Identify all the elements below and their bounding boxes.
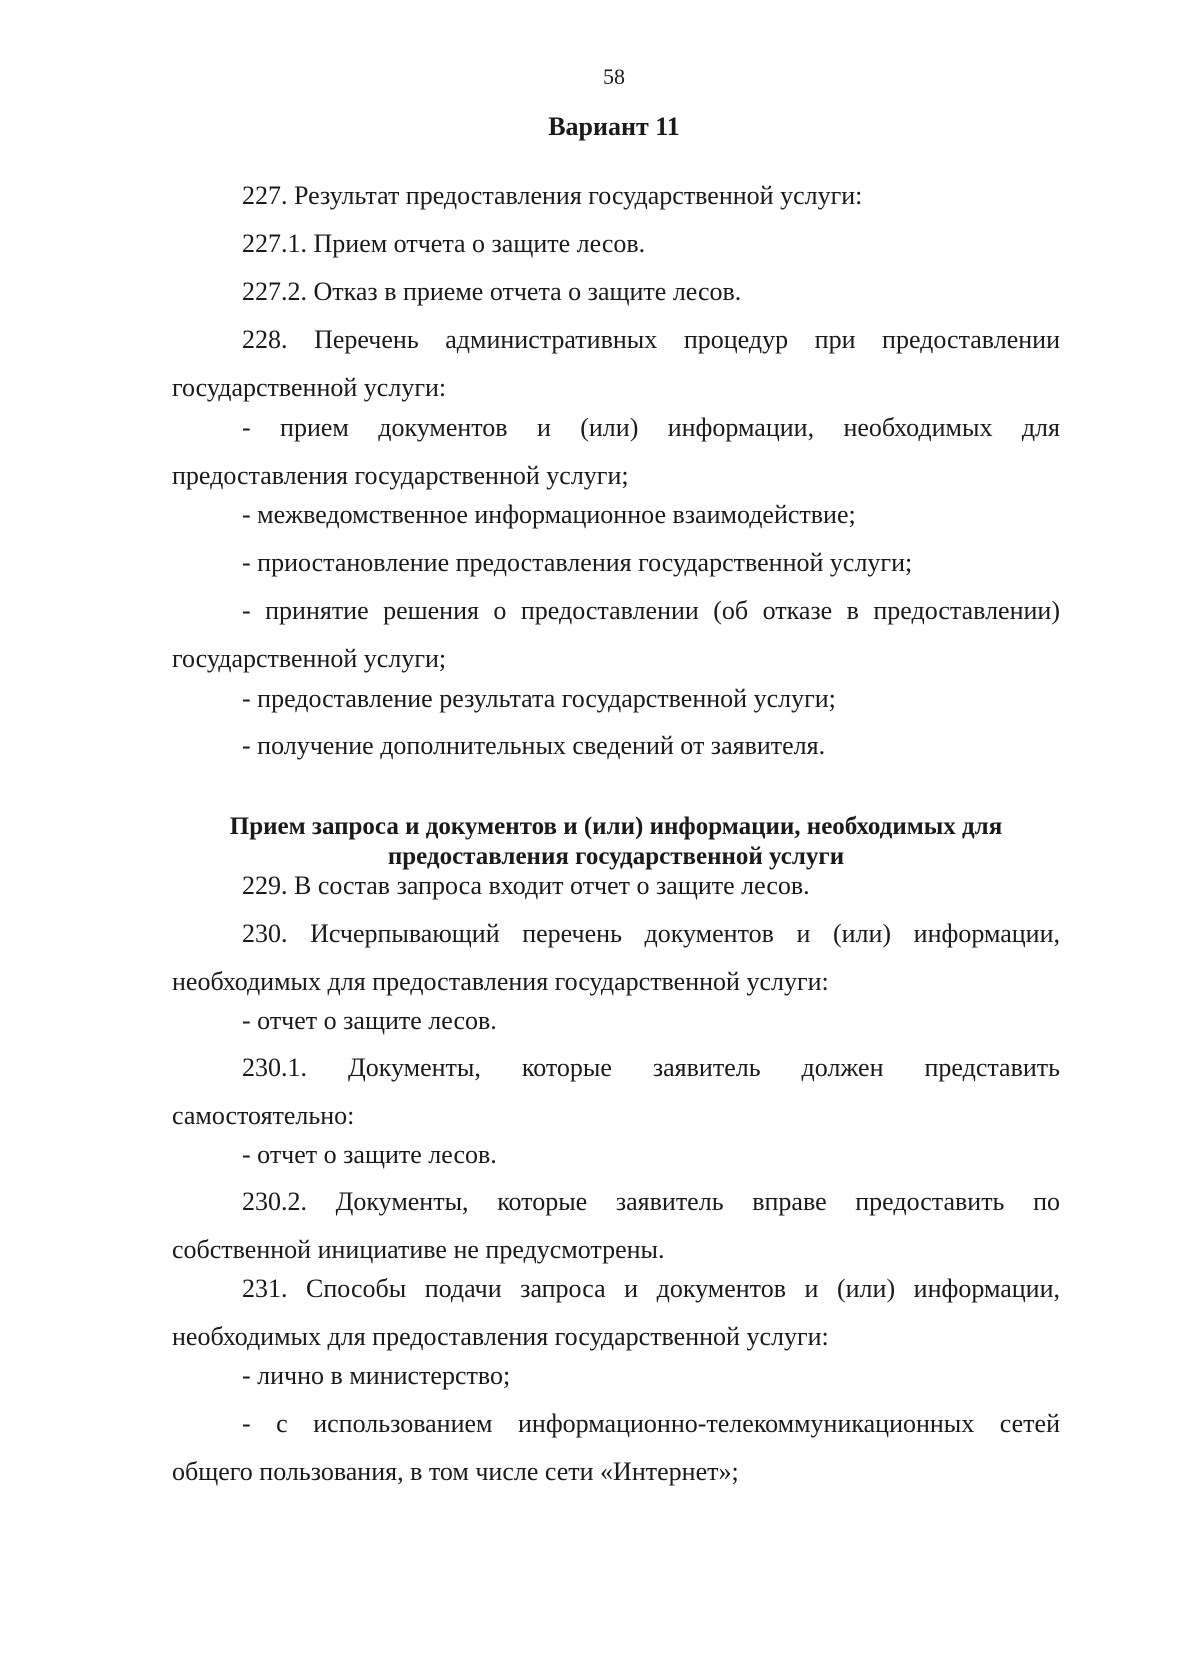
paragraph-230: 230. Исчерпывающий перечень документов и (или) информации, необходимых для предоставления государственной услуги: [172,919,1060,996]
list-item: - отчет о защите лесов. [242,1006,497,1035]
paragraph-227-2: 227.2. Отказ в приеме отчета о защите лесов. [242,277,742,306]
list-item: - предоставление результата государственной услуги; [242,684,836,713]
list-item: - с использованием информационно-телекоммуникационных сетей общего пользования, в том числе сети «Интернет»; [172,1409,1060,1486]
list-item: - приостановление предоставления государственной услуги; [242,548,913,577]
paragraph-231: 231. Способы подачи запроса и документов и (или) информации, необходимых для предоставления государственной услуги: [172,1274,1060,1351]
list-item: - прием документов и (или) информации, необходимых для предоставления государственной услуги; [172,413,1060,490]
paragraph-230-2: 230.2. Документы, которые заявитель вправе предоставить по собственной инициативе не предусмотрены. [172,1187,1060,1264]
section-heading: Прием запроса и документов и (или) информации, необходимых для предоставления государственной услуги [229,813,1003,870]
list-item: - принятие решения о предоставлении (об отказе в предоставлении) государственной услуги; [172,596,1060,673]
list-item: - межведомственное информационное взаимодействие; [242,500,856,529]
list-item: - лично в министерство; [242,1361,511,1390]
paragraph-227-1: 227.1. Прием отчета о защите лесов. [242,229,646,258]
paragraph-228: 228. Перечень административных процедур при предоставлении государственной услуги: [172,325,1060,402]
page-title: Вариант 11 [548,112,680,141]
paragraph-227: 227. Результат предоставления государственной услуги: [242,181,863,210]
page-number: 58 [603,64,625,89]
list-item: - отчет о защите лесов. [242,1140,497,1169]
list-item: - получение дополнительных сведений от заявителя. [242,731,826,760]
paragraph-230-1: 230.1. Документы, которые заявитель должен представить самостоятельно: [172,1053,1060,1130]
paragraph-229: 229. В состав запроса входит отчет о защите лесов. [242,871,810,900]
